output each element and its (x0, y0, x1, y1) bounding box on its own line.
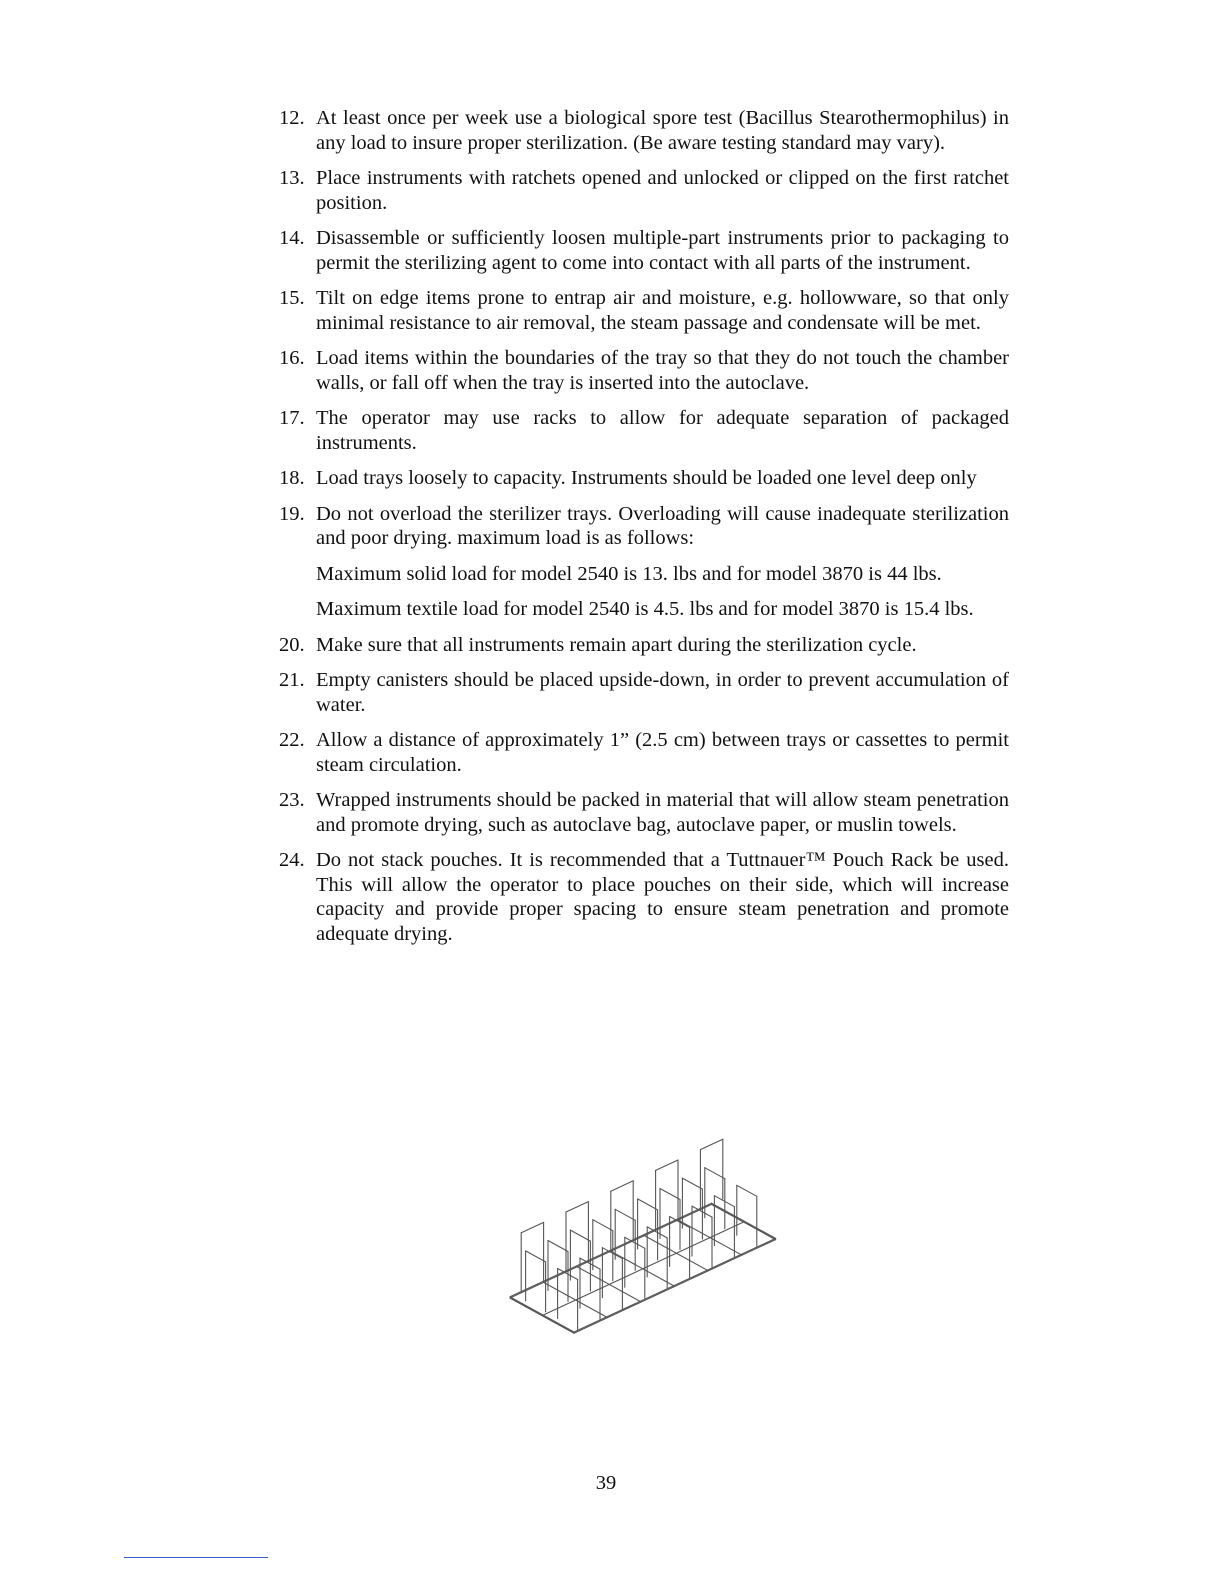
list-item (279, 502, 1009, 622)
footnote-separator (124, 1557, 268, 1558)
item-text: Do not overload the sterilizer trays. Overloading will cause inadequate sterilization and poor drying. maximum load is as follows: (316, 502, 1009, 549)
item-text: Load trays loosely to capacity. Instruments should be loaded one level deep only (316, 467, 977, 489)
item-number: 14. (279, 227, 305, 249)
max-solid-load-note: Maximum solid load for model 2540 is 13. lbs and for model 3870 is 44 lbs. (316, 562, 942, 585)
list-item (279, 848, 1009, 946)
item-text: Make sure that all instruments remain apart during the sterilization cycle. (316, 633, 917, 656)
item-number: 13. (279, 167, 305, 189)
list-item (279, 788, 1009, 837)
item-number: 12. (279, 107, 305, 129)
instruction-list (279, 106, 1009, 957)
item-number: 15. (279, 287, 305, 309)
list-item (279, 226, 1009, 275)
list-item (279, 346, 1009, 395)
list-item (279, 166, 1009, 215)
item-number: 16. (279, 347, 305, 369)
item-number: 23. (279, 789, 305, 811)
item-number: 22. (279, 729, 305, 751)
list-item (279, 406, 1009, 455)
item-number: 17. (279, 407, 305, 429)
list-item (279, 633, 1009, 658)
item-number: 18. (279, 467, 305, 489)
item-text: Empty canisters should be placed upside-down, in order to prevent accumulation of water. (316, 669, 1009, 716)
item-text: Disassemble or sufficiently loosen multiple-part instruments prior to packaging to permit the sterilizing agent to come into contact with all parts of the instrument. (316, 227, 1009, 274)
pouch-rack-illustration (500, 1120, 845, 1352)
pouch-rack-wireframe (510, 1139, 776, 1333)
item-body (316, 502, 1009, 622)
item-text: Tilt on edge items prone to entrap air and moisture, e.g. hollowware, so that only minimal resistance to air removal, the steam passage and condensate will be met. (316, 287, 1009, 334)
item-number: 19. (279, 502, 305, 525)
page-number: 39 (595, 1472, 617, 1494)
list-item (279, 466, 1009, 491)
item-text: At least once per week use a biological spore test (Bacillus Stearothermophilus) in any load to insure proper sterilization. (Be aware testing standard may vary). (316, 107, 1009, 154)
list-item (279, 668, 1009, 717)
item-number: 24. (279, 849, 305, 871)
item-text: Load items within the boundaries of the tray so that they do not touch the chamber walls, or fall off when the tray is inserted into the autoclave. (316, 347, 1009, 394)
list-item (279, 728, 1009, 777)
max-textile-load-note: Maximum textile load for model 2540 is 4.5. lbs and for model 3870 is 15.4 lbs. (316, 598, 974, 620)
list-item (279, 106, 1009, 155)
list-item (279, 286, 1009, 335)
item-text: The operator may use racks to allow for adequate separation of packaged instruments. (316, 407, 1009, 454)
item-text: Wrapped instruments should be packed in material that will allow steam penetration and promote drying, such as autoclave bag, autoclave paper, or muslin towels. (316, 789, 1009, 836)
item-number: 21. (279, 669, 305, 691)
item-text: Allow a distance of approximately 1” (2.5 cm) between trays or cassettes to permit steam circulation. (316, 729, 1009, 776)
item-text: Do not stack pouches. It is recommended that a Tuttnauer™ Pouch Rack be used. This will allow the operator to place pouches on their side, which will increase capacity and provide proper spacing to ensure steam penetration and promote adequate drying. (316, 849, 1009, 945)
item-text: Place instruments with ratchets opened and unlocked or clipped on the first ratchet position. (316, 167, 1009, 214)
item-number: 20. (279, 633, 305, 656)
